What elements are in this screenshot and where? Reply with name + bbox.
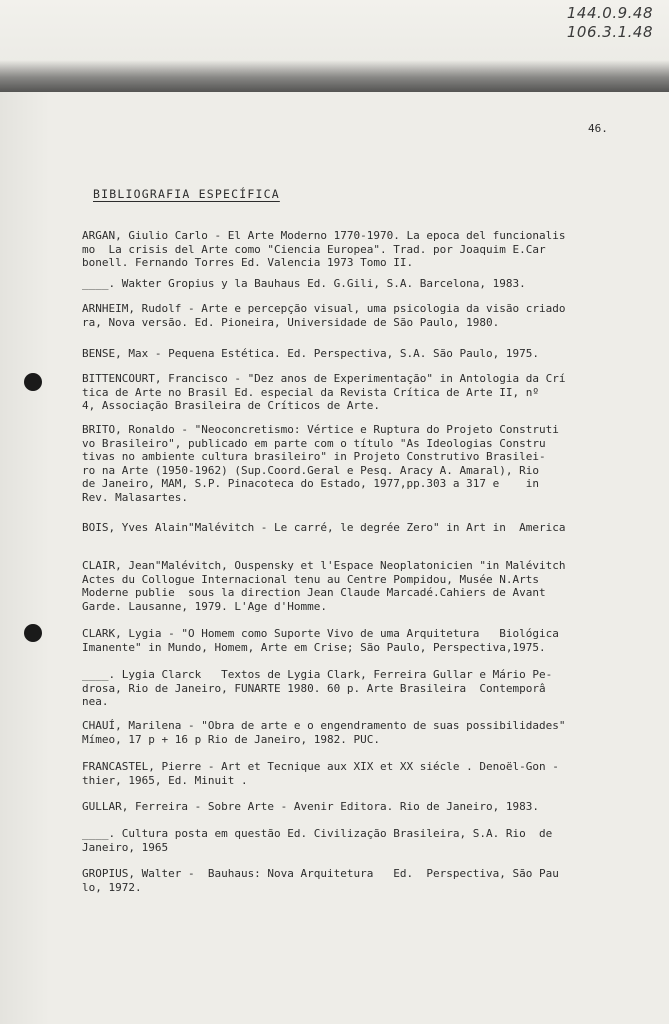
punch-hole-bottom — [24, 624, 42, 642]
bibliography-entry — [82, 277, 592, 291]
page-edge-shadow — [0, 60, 669, 92]
page-margin — [0, 92, 50, 1024]
bibliography-entry — [82, 423, 592, 504]
entry-line: Moderne publie sous la direction Jean Claude Marcadé.Cahiers de Avant — [82, 586, 546, 599]
entry-line: CLARK, Lygia - "O Homem como Suporte Vivo de uma Arquitetura Biológica — [82, 627, 559, 640]
entry-line: CHAUÍ, Marilena - "Obra de arte e o engendramento de suas possibilidades" — [82, 719, 566, 732]
entry-line: drosa, Rio de Janeiro, FUNARTE 1980. 60 p. Arte Brasileira Contemporâ — [82, 681, 546, 695]
bibliography-entry — [82, 347, 592, 361]
entry-line: BRITO, Ronaldo - "Neoconcretismo: Vértice e Ruptura do Projeto Construti — [82, 423, 559, 436]
entry-line: FRANCASTEL, Pierre - Art et Tecnique aux XIX et XX siécle . Denoël-Gon - — [82, 760, 559, 773]
entry-line: Garde. Lausanne, 1979. L'Age d'Homme. — [82, 599, 328, 613]
bibliography-entry — [82, 827, 592, 854]
bibliography-entry — [82, 760, 592, 787]
entry-line: CLAIR, Jean"Malévitch, Ouspensky et l'Espace Neoplatonicien "in Malévitch — [82, 559, 566, 572]
entry-line: Mímeo, 17 p + 16 p Rio de Janeiro, 1982. PUC. — [82, 732, 381, 746]
punch-hole-top — [24, 373, 42, 391]
bibliography-entry — [82, 372, 592, 413]
entry-line: BITTENCOURT, Francisco - "Dez anos de Experimentação" in Antologia da Crí — [82, 372, 566, 385]
entry-line: ARGAN, Giulio Carlo - El Arte Moderno 1770-1970. La epoca del funcionalis — [82, 229, 566, 242]
section-heading: BIBLIOGRAFIA ESPECÍFICA — [93, 187, 280, 201]
entry-line: bonell. Fernando Torres Ed. Valencia 1973 Tomo II. — [82, 256, 414, 269]
bibliography-entry — [82, 668, 592, 709]
entry-line: BENSE, Max - Pequena Estética. Ed. Perspectiva, S.A. São Paulo, 1975. — [82, 347, 539, 360]
entry-line: tica de Arte no Brasil Ed. especial da Revista Crítica de Arte II, nº — [82, 385, 539, 399]
entry-line: ____. Cultura posta em questão Ed. Civilização Brasileira, S.A. Rio de — [82, 827, 553, 840]
entry-line: mo La crisis del Arte como "Ciencia Europea". Trad. por Joaquim E.Car — [82, 242, 546, 256]
entry-line: vo Brasileiro", publicado em parte com o título "As Ideologias Constru — [82, 436, 546, 450]
entry-line: Janeiro, 1965 — [82, 840, 169, 854]
bibliography-entry — [82, 867, 592, 894]
handwritten-catalog-note — [567, 4, 653, 42]
entry-line: GULLAR, Ferreira - Sobre Arte - Avenir Editora. Rio de Janeiro, 1983. — [82, 800, 539, 813]
entry-line: ____. Lygia Clarck Textos de Lygia Clark, Ferreira Gullar e Mário Pe- — [82, 668, 553, 681]
entry-line: Actes du Collogue Internacional tenu au Centre Pompidou, Musée N.Arts — [82, 572, 539, 586]
bibliography-entry — [82, 800, 592, 814]
entry-line: Rev. Malasartes. — [82, 490, 188, 504]
entry-line: GROPIUS, Walter - Bauhaus: Nova Arquitetura Ed. Perspectiva, São Pau — [82, 867, 559, 880]
entry-line: tivas no ambiente cultura brasileiro" in Projeto Construtivo Brasilei- — [82, 450, 546, 463]
entry-line: ____. Wakter Gropius y la Bauhaus Ed. G.Gili, S.A. Barcelona, 1983. — [82, 277, 526, 290]
bibliography-entry — [82, 521, 592, 535]
entry-line: de Janeiro, MAM, S.P. Pinacoteca do Estado, 1977,pp.303 a 317 e in — [82, 477, 539, 490]
bibliography-entry — [82, 719, 592, 746]
bibliography-entry — [82, 627, 592, 654]
bibliography-entry — [82, 229, 592, 270]
bibliography-entry — [82, 559, 592, 613]
catalog-number-2: 106.3.1.48 — [566, 23, 653, 41]
entry-line: BOIS, Yves Alain"Malévitch - Le carré, le degrée Zero" in Art in America — [82, 521, 566, 534]
entry-line: nea. — [82, 695, 109, 708]
entry-line: ARNHEIM, Rudolf - Arte e percepção visual, uma psicologia da visão criado — [82, 302, 566, 315]
entry-line: 4, Associação Brasileira de Críticos de Arte. — [82, 399, 381, 412]
entry-line: thier, 1965, Ed. Minuit . — [82, 773, 248, 787]
entry-line: ro na Arte (1950-1962) (Sup.Coord.Geral e Pesq. Aracy A. Amaral), Rio — [82, 463, 539, 477]
entry-line: ra, Nova versão. Ed. Pioneira, Universidade de São Paulo, 1980. — [82, 315, 500, 329]
catalog-number-1: 144.0.9.48 — [566, 4, 653, 22]
bibliography-entry — [82, 302, 592, 329]
entry-line: lo, 1972. — [82, 880, 142, 894]
entry-line: Imanente" in Mundo, Homem, Arte em Crise; São Paulo, Perspectiva,1975. — [82, 640, 546, 654]
page-number: 46. — [588, 122, 608, 135]
